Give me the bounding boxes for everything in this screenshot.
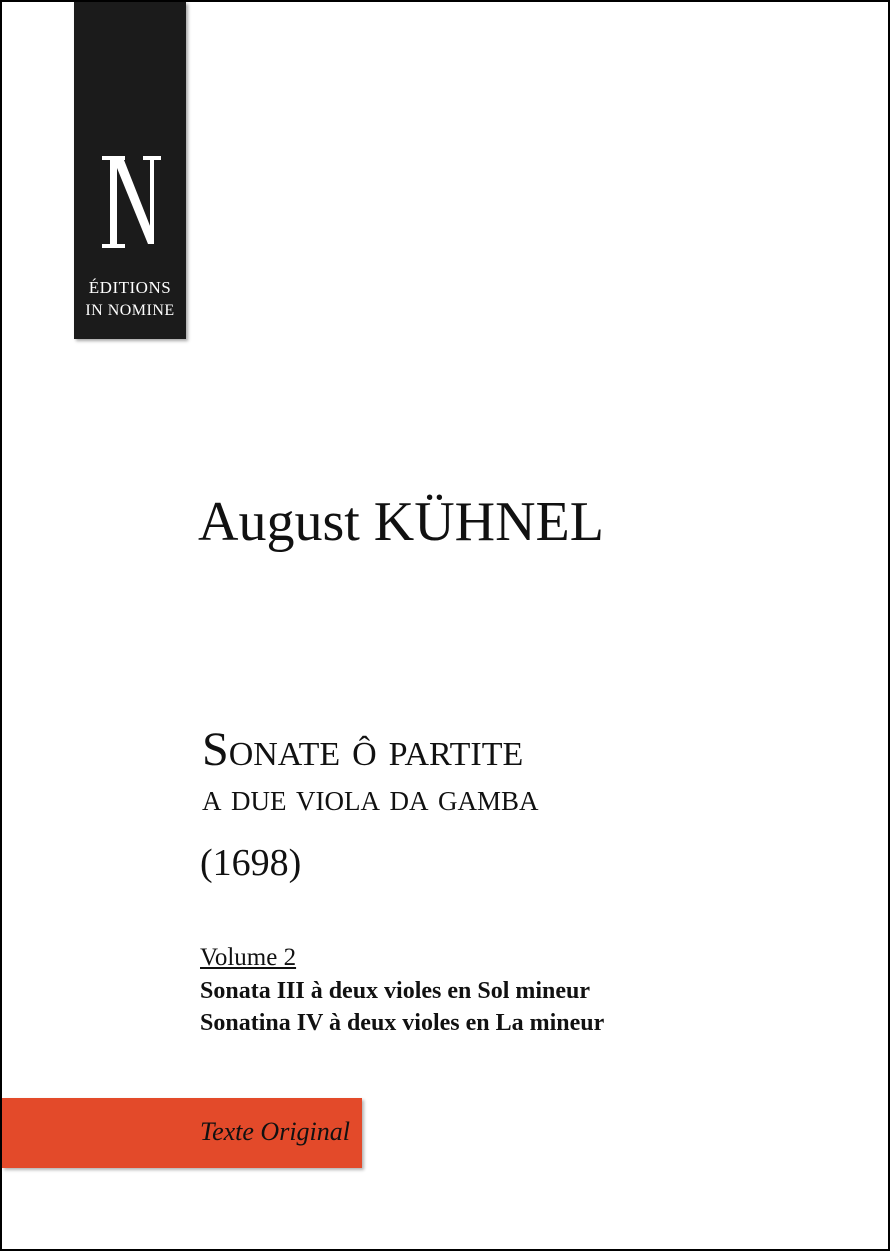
contents-item: Sonata III à deux violes en Sol mineur: [200, 978, 591, 1004]
composer-name: August KÜHNEL: [198, 491, 604, 553]
work-year: (1698): [200, 842, 302, 884]
in-monogram-icon: [88, 152, 172, 252]
volume-label: Volume 2: [200, 944, 297, 971]
edition-type-label: Texte Original: [200, 1117, 350, 1146]
publisher-logo: [74, 2, 186, 339]
publisher-name-line1: ÉDITIONS: [88, 278, 172, 297]
publisher-name-line2: IN NOMINE: [85, 302, 175, 319]
work-subtitle: a due viola da gamba: [202, 777, 539, 819]
edition-banner: [2, 1098, 362, 1168]
work-title: Sonate ô partite: [202, 723, 524, 776]
contents-item: Sonatina IV à deux violes en La mineur: [200, 1010, 605, 1036]
